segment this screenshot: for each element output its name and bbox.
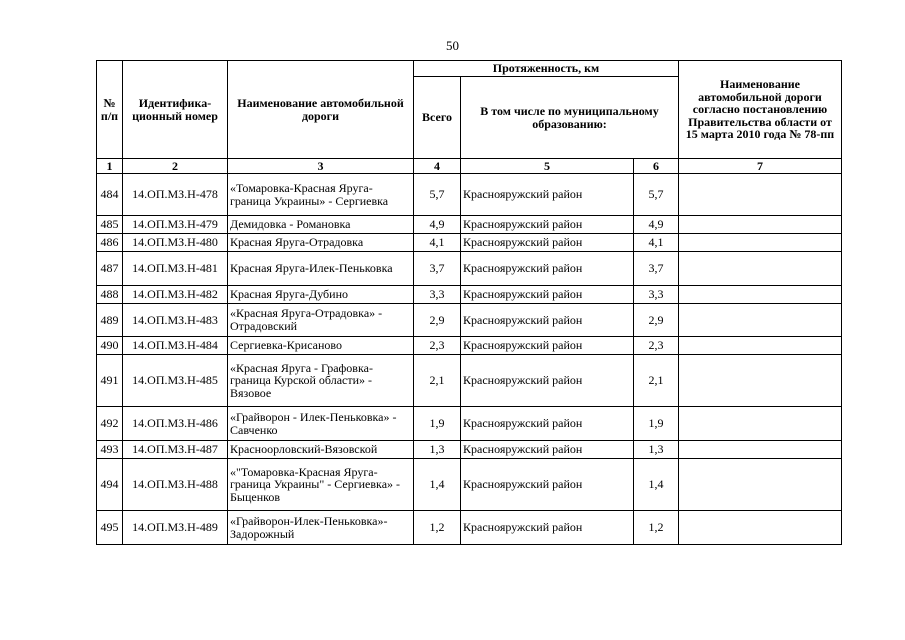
municipality: Краснояружский район	[461, 252, 634, 286]
road-id: 14.ОП.МЗ.Н-478	[123, 174, 228, 216]
column-number: 1	[97, 159, 123, 174]
row-number: 486	[97, 234, 123, 252]
decree-name	[679, 337, 842, 355]
length-municipal: 1,4	[634, 459, 679, 511]
row-number: 491	[97, 355, 123, 407]
length-municipal: 4,1	[634, 234, 679, 252]
header-total: Всего	[414, 77, 461, 159]
table-row	[97, 174, 842, 216]
road-id: 14.ОП.МЗ.Н-489	[123, 511, 228, 545]
length-municipal: 3,3	[634, 286, 679, 304]
column-number: 6	[634, 159, 679, 174]
road-name: Красноорловский-Вязовской	[228, 441, 414, 459]
decree-name	[679, 355, 842, 407]
table-row	[97, 252, 842, 286]
road-id: 14.ОП.МЗ.Н-479	[123, 216, 228, 234]
municipality: Краснояружский район	[461, 216, 634, 234]
decree-name	[679, 407, 842, 441]
header-road-name: Наименование автомобильной дороги	[228, 61, 414, 159]
decree-name	[679, 459, 842, 511]
length-total: 5,7	[414, 174, 461, 216]
length-total: 3,7	[414, 252, 461, 286]
road-id: 14.ОП.МЗ.Н-486	[123, 407, 228, 441]
column-number: 7	[679, 159, 842, 174]
road-name: «Красная Яруга-Отрадовка» - Отрадовский	[228, 304, 414, 337]
length-municipal: 2,3	[634, 337, 679, 355]
municipality: Краснояружский район	[461, 441, 634, 459]
row-number: 489	[97, 304, 123, 337]
header-no: № п/п	[97, 61, 123, 159]
length-municipal: 3,7	[634, 252, 679, 286]
decree-name	[679, 252, 842, 286]
municipality: Краснояружский район	[461, 286, 634, 304]
road-name: «Красная Яруга - Графовка-граница Курской области» - Вязовое	[228, 355, 414, 407]
column-number: 3	[228, 159, 414, 174]
road-id: 14.ОП.МЗ.Н-483	[123, 304, 228, 337]
length-municipal: 1,2	[634, 511, 679, 545]
row-number: 492	[97, 407, 123, 441]
road-id: 14.ОП.МЗ.Н-484	[123, 337, 228, 355]
row-number: 487	[97, 252, 123, 286]
municipality: Краснояружский район	[461, 459, 634, 511]
length-total: 2,9	[414, 304, 461, 337]
row-number: 488	[97, 286, 123, 304]
column-number: 4	[414, 159, 461, 174]
header-length-group: Протяженность, км	[414, 61, 679, 77]
table-row	[97, 441, 842, 459]
table-row	[97, 355, 842, 407]
length-total: 1,3	[414, 441, 461, 459]
row-number: 490	[97, 337, 123, 355]
road-name: Сергиевка-Крисаново	[228, 337, 414, 355]
length-total: 1,2	[414, 511, 461, 545]
municipality: Краснояружский район	[461, 304, 634, 337]
row-number: 485	[97, 216, 123, 234]
road-name: «Грайворон-Илек-Пеньковка»-Задорожный	[228, 511, 414, 545]
table-row	[97, 304, 842, 337]
length-total: 4,1	[414, 234, 461, 252]
header-decree-name: Наименование автомобильной дороги согласно постановлению Правительства области от 15 марта 2010 года № 78-пп	[679, 61, 842, 159]
length-municipal: 1,3	[634, 441, 679, 459]
road-name: Красная Яруга-Дубино	[228, 286, 414, 304]
municipality: Краснояружский район	[461, 337, 634, 355]
table-row	[97, 459, 842, 511]
length-total: 4,9	[414, 216, 461, 234]
roads-table	[96, 60, 842, 545]
decree-name	[679, 174, 842, 216]
length-total: 2,3	[414, 337, 461, 355]
road-name: Демидовка - Романовка	[228, 216, 414, 234]
row-number: 484	[97, 174, 123, 216]
table-header	[97, 61, 842, 174]
road-name: «"Томаровка-Красная Яруга-граница Украины" - Сергиевка» - Быценков	[228, 459, 414, 511]
road-name: Красная Яруга-Отрадовка	[228, 234, 414, 252]
column-number-row	[97, 159, 842, 174]
decree-name	[679, 286, 842, 304]
road-id: 14.ОП.МЗ.Н-480	[123, 234, 228, 252]
decree-name	[679, 216, 842, 234]
road-id: 14.ОП.МЗ.Н-485	[123, 355, 228, 407]
table-row	[97, 511, 842, 545]
decree-name	[679, 234, 842, 252]
road-id: 14.ОП.МЗ.Н-481	[123, 252, 228, 286]
header-municipal: В том числе по муниципальному образованию:	[461, 77, 679, 159]
road-id: 14.ОП.МЗ.Н-482	[123, 286, 228, 304]
road-id: 14.ОП.МЗ.Н-488	[123, 459, 228, 511]
row-number: 493	[97, 441, 123, 459]
decree-name	[679, 511, 842, 545]
length-municipal: 4,9	[634, 216, 679, 234]
length-total: 1,4	[414, 459, 461, 511]
column-number: 2	[123, 159, 228, 174]
length-municipal: 1,9	[634, 407, 679, 441]
road-name: «Грайворон - Илек-Пеньковка» - Савченко	[228, 407, 414, 441]
decree-name	[679, 304, 842, 337]
table-row	[97, 216, 842, 234]
municipality: Краснояружский район	[461, 174, 634, 216]
header-id: Идентифика-ционный номер	[123, 61, 228, 159]
municipality: Краснояружский район	[461, 407, 634, 441]
road-name: «Томаровка-Красная Яруга-граница Украины» - Сергиевка	[228, 174, 414, 216]
table-row	[97, 337, 842, 355]
page-number: 50	[446, 38, 459, 53]
row-number: 494	[97, 459, 123, 511]
table-row	[97, 286, 842, 304]
length-total: 3,3	[414, 286, 461, 304]
length-municipal: 2,1	[634, 355, 679, 407]
municipality: Краснояружский район	[461, 355, 634, 407]
length-municipal: 2,9	[634, 304, 679, 337]
municipality: Краснояружский район	[461, 234, 634, 252]
table-row	[97, 234, 842, 252]
decree-name	[679, 441, 842, 459]
table-row	[97, 407, 842, 441]
road-id: 14.ОП.МЗ.Н-487	[123, 441, 228, 459]
length-total: 1,9	[414, 407, 461, 441]
length-total: 2,1	[414, 355, 461, 407]
column-number: 5	[461, 159, 634, 174]
municipality: Краснояружский район	[461, 511, 634, 545]
row-number: 495	[97, 511, 123, 545]
length-municipal: 5,7	[634, 174, 679, 216]
road-name: Красная Яруга-Илек-Пеньковка	[228, 252, 414, 286]
table-body	[97, 174, 842, 545]
